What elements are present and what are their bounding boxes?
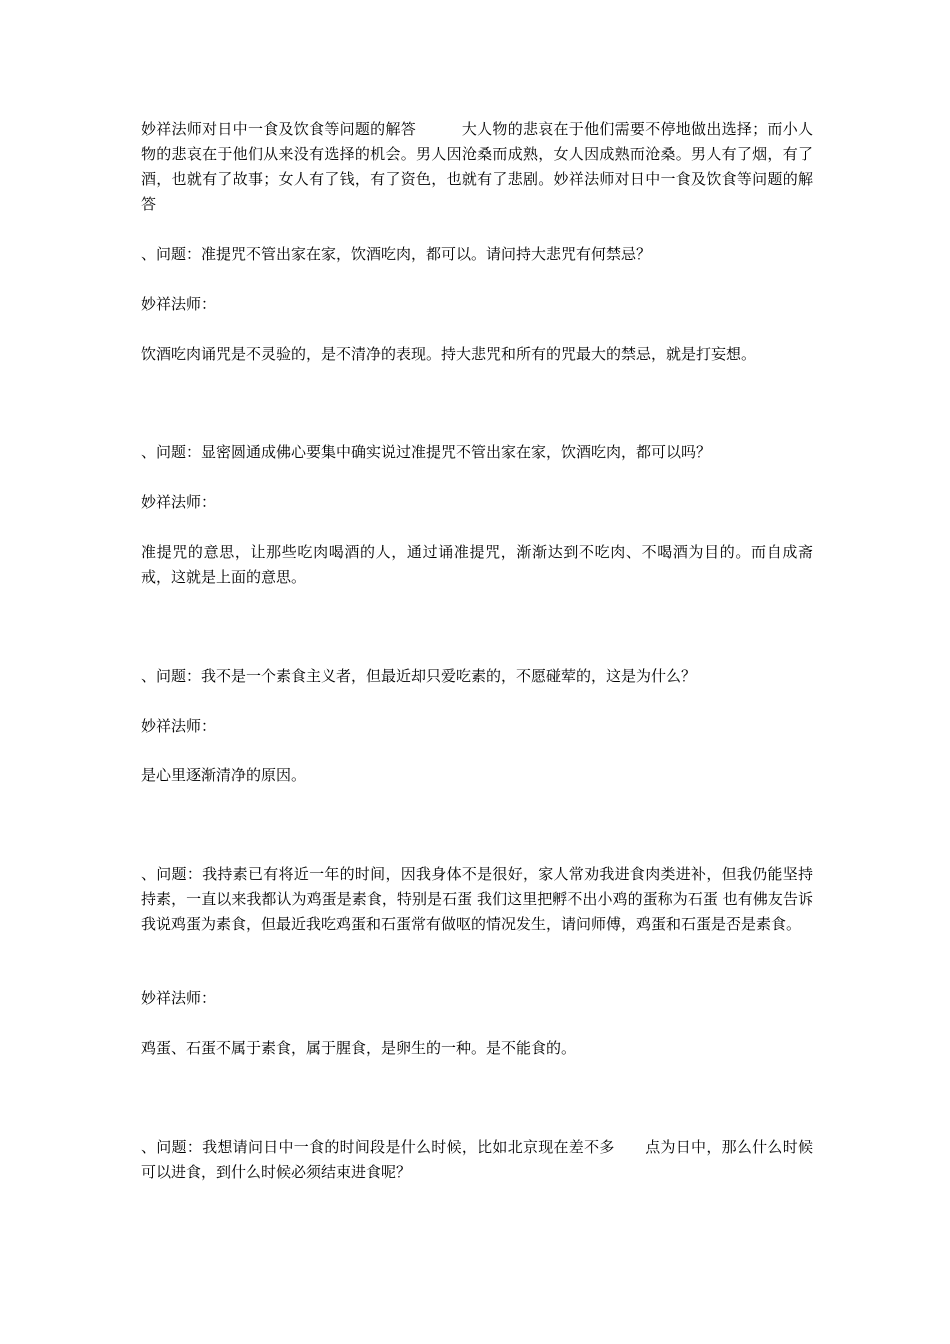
question-5: 、问题：我想请问日中一食的时间段是什么时候，比如北京现在差不多 点为日中，那么什么时候可以进食，到什么时候必须结束进食呢？ [141,1138,813,1181]
question-4: 、问题：我持素已有将近一年的时间，因我身体不是很好，家人常劝我进食肉类进补，但我仍能坚持持素，一直以来我都认为鸡蛋是素食，特别是石蛋 我们这里把孵不出小鸡的蛋称为石蛋 也有佛友告诉我说鸡蛋为素食，但最近我吃鸡蛋和石蛋常有做呕的情况发生，请问师傅，鸡蛋和石蛋是否是素食。 [141,865,813,933]
answer-2: 准提咒的意思，让那些吃肉喝酒的人，通过诵准提咒，渐渐达到不吃肉、不喝酒为目的。而自成斋戒，这就是上面的意思。 [141,543,813,586]
speaker-3: 妙祥法师： [141,717,217,735]
answer-1: 饮酒吃肉诵咒是不灵验的，是不清净的表现。持大悲咒和所有的咒最大的禁忌，就是打妄想。 [141,345,757,363]
question-3: 、问题：我不是一个素食主义者，但最近却只爱吃素的，不愿碰荤的，这是为什么？ [141,667,697,685]
question-1: 、问题：准提咒不管出家在家，饮酒吃肉，都可以。请问持大悲咒有何禁忌？ [141,245,652,263]
speaker-2: 妙祥法师： [141,493,217,511]
speaker-1: 妙祥法师： [141,295,217,313]
intro-paragraph: 妙祥法师对日中一食及饮食等问题的解答 大人物的悲哀在于他们需要不停地做出选择；而小人物的悲哀在于他们从来没有选择的机会。男人因沧桑而成熟，女人因成熟而沧桑。男人有了烟，有了酒，也就有了故事；女人有了钱，有了资色，也就有了悲剧。妙祥法师对日中一食及饮食等问题的解答 [141,120,813,213]
speaker-4: 妙祥法师： [141,989,217,1007]
question-2: 、问题：显密圆通成佛心要集中确实说过准提咒不管出家在家，饮酒吃肉，都可以吗？ [141,443,712,461]
answer-3: 是心里逐渐清净的原因。 [141,766,307,784]
answer-4: 鸡蛋、石蛋不属于素食，属于腥食，是卵生的一种。是不能食的。 [141,1039,577,1057]
